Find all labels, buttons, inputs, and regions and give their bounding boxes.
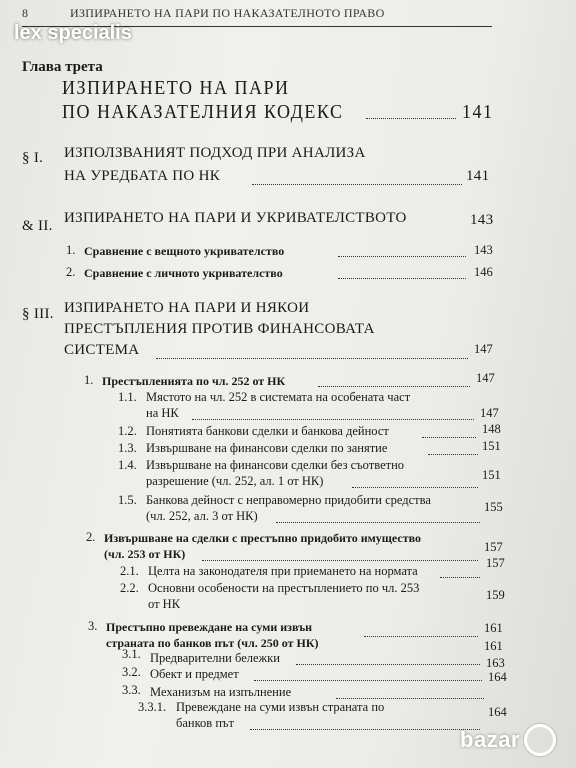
entry-text: Механизъм на изпълнение [150, 685, 292, 699]
dot-leader [336, 698, 484, 699]
section-title-line2: НА УРЕДБАТА ПО НК [64, 168, 221, 184]
entry-page: 147 [480, 406, 499, 420]
entry-number: 1.2. [118, 424, 137, 438]
entry-text-line2: на НК [146, 406, 179, 420]
item-text: Сравнение с личното укривателство [84, 266, 283, 280]
entry-text: Целта на законодателя при приемането на нормата [148, 564, 418, 578]
entry-number: 2.1. [120, 564, 139, 578]
item-text: Сравнение с вещното укривателство [84, 244, 285, 258]
entry-number: 3.1. [122, 647, 141, 661]
bazar-logo [460, 724, 556, 756]
dot-leader [252, 184, 462, 185]
entry-number: 2. [86, 530, 96, 544]
dot-leader [254, 680, 482, 681]
entry-text-line2: (чл. 253 от НК) [104, 547, 186, 561]
entry-text: Предварителни бележки [150, 651, 280, 665]
entry-page: 147 [476, 371, 495, 385]
entry-text: Превеждане на суми извън страната по [176, 700, 385, 714]
dot-leader [250, 729, 480, 730]
entry-text: Банкова дейност с неправомерно придобити средства [146, 493, 431, 507]
section-page: 147 [474, 342, 493, 356]
chapter-label: Глава трета [22, 59, 103, 75]
entry-text: Понятията банкови сделки и банкова дейност [146, 424, 389, 438]
entry-number: 1. [84, 373, 94, 387]
section-page: 143 [470, 212, 494, 228]
section-title-line2: ПРЕСТЪПЛЕНИЯ ПРОТИВ ФИНАНСОВАТА [64, 321, 375, 337]
section-number: & II. [22, 218, 53, 234]
watermark-text: lex specialis [14, 22, 132, 44]
entry-number: 3.2. [122, 665, 141, 679]
entry-page: 155 [484, 500, 503, 514]
item-number: 1. [66, 243, 76, 257]
dot-leader [318, 386, 470, 387]
chapter-title-line1: ИЗПИРАНЕТО НА ПАРИ [62, 76, 290, 99]
chapter-page: 141 [462, 100, 494, 123]
entry-text: Извършване на финансови сделки по занятие [146, 441, 388, 455]
logo-text: bazar [460, 727, 520, 752]
dot-leader [192, 419, 474, 420]
entry-text: Извършване на сделки с престъпно придобито имущество [104, 531, 422, 545]
entry-text: Обект и предмет [150, 667, 239, 681]
dot-leader [366, 118, 456, 119]
entry-page: 164 [488, 670, 507, 684]
entry-number: 1.1. [118, 390, 137, 404]
entry-text: Престъпленията по чл. 252 от НК [102, 374, 286, 388]
item-number: 2. [66, 265, 76, 279]
dot-leader [338, 278, 466, 279]
dot-leader [276, 522, 480, 523]
entry-text-line2: (чл. 252, ал. 3 от НК) [146, 509, 258, 523]
entry-number: 1.5. [118, 493, 137, 507]
entry-page: 161 [484, 621, 503, 635]
entry-page: 164 [488, 705, 507, 719]
dot-leader [422, 437, 476, 438]
chapter-title-line2: ПО НАКАЗАТЕЛНИЯ КОДЕКС [62, 100, 344, 123]
dot-leader [156, 358, 468, 359]
dot-leader [202, 560, 478, 561]
entry-page: 157 [484, 540, 503, 554]
entry-text-line2: банков път [176, 716, 234, 730]
entry-number: 3.3. [122, 683, 141, 697]
dot-leader [428, 454, 478, 455]
section-title-line1: ИЗПИРАНЕТО НА ПАРИ И УКРИВАТЕЛСТВОТО [64, 210, 407, 226]
item-page: 146 [474, 265, 493, 279]
dot-leader [364, 636, 478, 637]
entry-text-line2: разрешение (чл. 252, ал. 1 от НК) [146, 474, 324, 488]
section-number: § III. [22, 306, 54, 322]
logo-circle-icon [524, 724, 556, 756]
entry-page: 151 [482, 468, 501, 482]
entry-text-line2: страната по банков път (чл. 250 от НК) [106, 636, 319, 650]
entry-number: 3.3.1. [138, 700, 167, 714]
entry-number: 1.4. [118, 458, 137, 472]
dot-leader [352, 487, 478, 488]
item-page: 143 [474, 243, 493, 257]
entry-text: Мястото на чл. 252 в системата на особената част [146, 390, 411, 404]
header-running-title: ИЗПИРАНЕТО НА ПАРИ ПО НАКАЗАТЕЛНОТО ПРАВО [70, 6, 385, 20]
dot-leader [296, 664, 480, 665]
dot-leader [440, 577, 480, 578]
entry-text-line2: от НК [148, 597, 181, 611]
entry-number: 3. [88, 619, 98, 633]
section-title-line1: ИЗПИРАНЕТО НА ПАРИ И НЯКОИ [64, 300, 310, 316]
entry-page: 151 [482, 439, 501, 453]
section-title-line3: СИСТЕМА [64, 342, 140, 358]
section-page: 141 [466, 168, 490, 184]
entry-page: 159 [486, 588, 505, 602]
section-title-line1: ИЗПОЛЗВАНИЯТ ПОДХОД ПРИ АНАЛИЗА [64, 145, 366, 161]
entry-text: Основни особености на престъплението по чл. 253 [148, 581, 420, 595]
entry-page: 161 [484, 639, 503, 653]
header-page-number: 8 [22, 6, 29, 20]
entry-number: 1.3. [118, 441, 137, 455]
entry-number: 2.2. [120, 581, 139, 595]
dot-leader [338, 256, 466, 257]
entry-page: 148 [482, 422, 501, 436]
entry-page: 157 [486, 556, 505, 570]
entry-page: 163 [486, 656, 505, 670]
entry-text: Престъпно превеждане на суми извън [106, 620, 313, 634]
entry-text: Извършване на финансови сделки без съответно [146, 458, 405, 472]
section-number: § I. [22, 150, 44, 166]
